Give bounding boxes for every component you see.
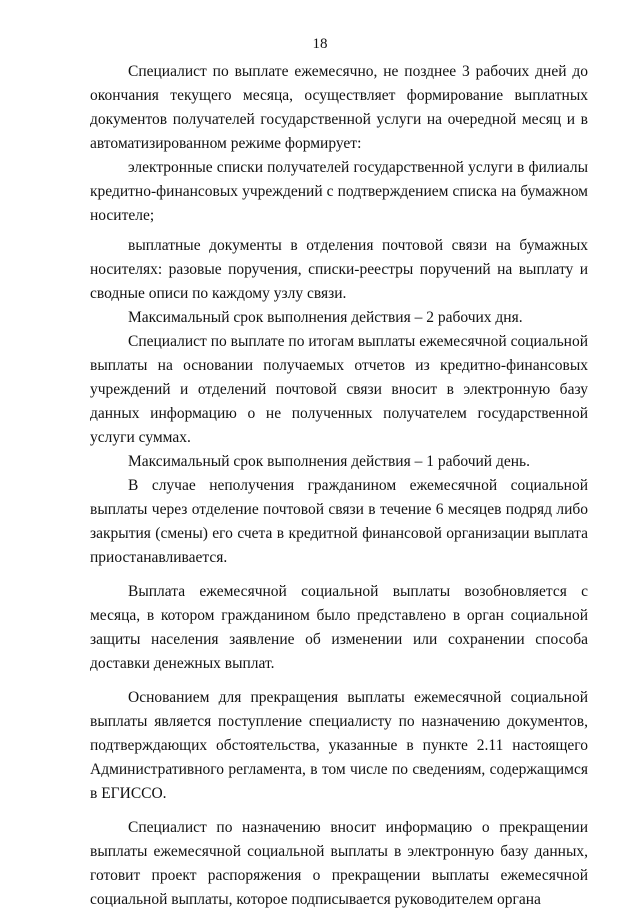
paragraph-7: В случае неполучения гражданином ежемесячной социальной выплаты через отделение почтовой связи в течение 6 месяцев подряд либо закрытия (смены) его счета в кредитной финансовой организации выплата приостанавливается. bbox=[90, 477, 588, 566]
paragraph-4: Максимальный срок выполнения действия – 2 рабочих дня. bbox=[128, 309, 523, 326]
paragraph-3: выплатные документы в отделения почтовой связи на бумажных носителях: разовые поручения, списки-реестры поручений на выплату и сводные описи по каждому узлу связи. bbox=[90, 237, 588, 302]
paragraph-8: Выплата ежемесячной социальной выплаты возобновляется с месяца, в котором гражданином было представлено в орган социальной защиты населения заявление об изменении или сохранении способа доставки денежных выплат. bbox=[90, 583, 588, 672]
document-body bbox=[90, 60, 588, 912]
paragraph-1: Специалист по выплате ежемесячно, не позднее 3 рабочих дней до окончания текущего месяца, осуществляет формирование выплатных документов получателей государственной услуги на очередной месяц и в автоматизированном режиме формирует: bbox=[90, 63, 588, 152]
paragraph-2: электронные списки получателей государственной услуги в филиалы кредитно-финансовых учреждений с подтверждением списка на бумажном носителе; bbox=[90, 159, 588, 224]
paragraph-10: Специалист по назначению вносит информацию о прекращении выплаты ежемесячной социальной выплаты в электронную базу данных, готовит проект распоряжения о прекращении выплаты ежемесячной социальной выплаты, которое подписывается руководителем органа bbox=[90, 819, 588, 908]
paragraph-9: Основанием для прекращения выплаты ежемесячной социальной выплаты является поступление специалисту по назначению документов, подтверждающих обстоятельства, указанные в пункте 2.11 настоящего Административного регламента, в том числе по сведениям, содержащимся в ЕГИССО. bbox=[90, 689, 588, 802]
page-number: 18 bbox=[312, 36, 328, 52]
paragraph-5: Специалист по выплате по итогам выплаты ежемесячной социальной выплаты на основании получаемых отчетов из кредитно-финансовых учреждений и отделений почтовой связи вносит в электронную базу данных информацию о не полученных получателем государственной услуги суммах. bbox=[90, 333, 588, 446]
paragraph-6: Максимальный срок выполнения действия – 1 рабочий день. bbox=[128, 453, 530, 470]
